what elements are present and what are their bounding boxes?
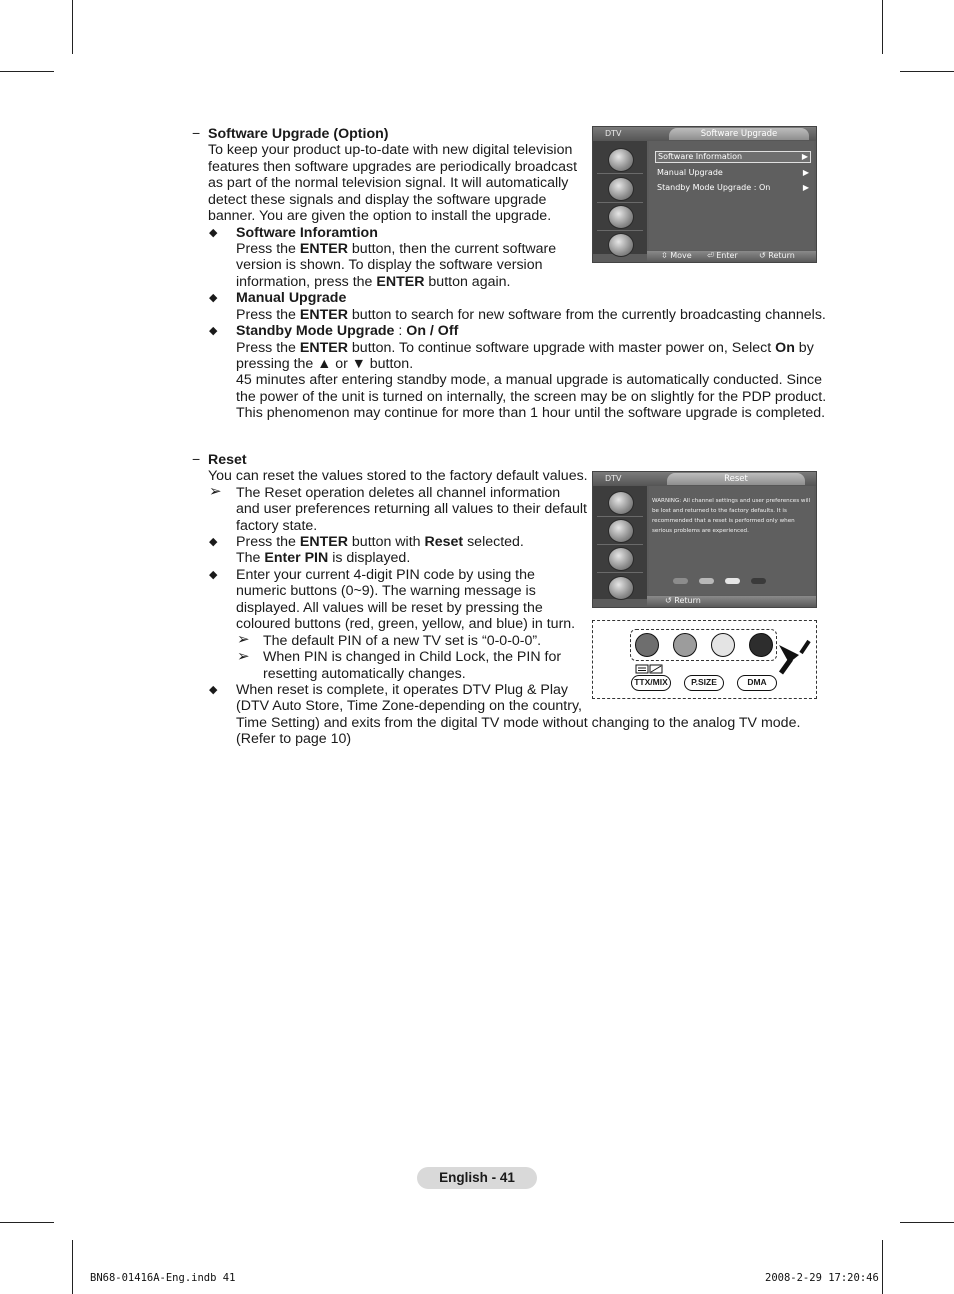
section-title-software-upgrade: Software Upgrade (Option) xyxy=(208,126,389,142)
pin-line: numeric buttons (0~9). The warning message is xyxy=(236,583,536,599)
setup-menu-icon xyxy=(608,205,634,229)
crop-mark xyxy=(0,71,54,72)
pin-change-note: resetting automatically changes. xyxy=(263,666,466,682)
red-button[interactable] xyxy=(635,633,659,657)
reset-note: The Reset operation deletes all channel information xyxy=(236,485,561,501)
standby-mode-title: Standby Mode Upgrade : On / Off xyxy=(236,323,459,339)
dash-bullet: − xyxy=(192,125,201,141)
enter-line: Press the ENTER button with Reset selected. xyxy=(236,534,524,550)
reset-note: and user preferences returning all values to their default xyxy=(236,501,587,517)
picture-menu-icon xyxy=(608,148,634,172)
menu-item-manual-upgrade[interactable]: Manual Upgrade ▶ xyxy=(657,168,809,177)
manual-upgrade-line: Press the ENTER button to search for new software from the currently broadcasting channels. xyxy=(236,307,826,323)
standby-line: pressing the ▲ or ▼ button. xyxy=(236,356,414,372)
dma-button[interactable]: DMA xyxy=(737,675,777,691)
enter-hint: ⏎ Enter xyxy=(707,251,738,260)
ttx-mix-button[interactable]: TTX/MIX xyxy=(631,675,671,691)
software-information-title: Software Inforamtion xyxy=(236,225,378,241)
color-indicator-blue xyxy=(751,578,766,584)
color-indicator-yellow xyxy=(725,578,740,584)
pointer-arrow-icon xyxy=(775,623,815,679)
return-icon: ↺ xyxy=(759,251,766,260)
note-arrow-icon: ➢ xyxy=(237,631,250,648)
setup-menu-icon xyxy=(608,547,634,571)
diamond-bullet: ◆ xyxy=(209,684,218,696)
enter-line: The Enter PIN is displayed. xyxy=(236,550,411,566)
remote-control-illustration xyxy=(592,620,817,699)
reset-warning-message: WARNING: All channel settings and user preferences will be lost and returned to the factory defaults. It is recommended that a reset is performed only when serious problems are experienced. xyxy=(652,498,811,534)
teletext-icon xyxy=(635,664,665,674)
menu-icon-column xyxy=(593,486,647,599)
standby-line: Press the ENTER button. To continue software upgrade with master power on, Select On by xyxy=(236,340,814,356)
menu-item-standby-mode-upgrade[interactable]: Standby Mode Upgrade : On ▶ xyxy=(657,183,809,192)
pin-change-note: When PIN is changed in Child Lock, the PIN for xyxy=(263,649,562,665)
arrow-right-icon: ▶ xyxy=(801,152,808,161)
info-line: version is shown. To display the software version xyxy=(236,257,543,273)
complete-line: (Refer to page 10) xyxy=(236,731,352,747)
input-menu-icon xyxy=(608,576,634,600)
menu-icon-column xyxy=(593,141,647,254)
diamond-bullet: ◆ xyxy=(209,227,218,239)
screen-title: Software Upgrade xyxy=(669,128,809,140)
standby-line: 45 minutes after entering standby mode, a manual upgrade is automatically conducted. Since xyxy=(236,372,822,388)
section-title-reset: Reset xyxy=(208,452,247,468)
diamond-bullet: ◆ xyxy=(209,536,218,548)
dash-bullet: − xyxy=(192,451,201,467)
menu-item-software-information[interactable]: Software Information ▶ xyxy=(655,151,811,163)
arrow-right-icon: ▶ xyxy=(802,168,809,177)
picture-menu-icon xyxy=(608,491,634,515)
crop-mark xyxy=(882,1240,883,1294)
source-label: DTV xyxy=(605,474,622,483)
diamond-bullet: ◆ xyxy=(209,292,218,304)
yellow-button[interactable] xyxy=(711,633,735,657)
reset-screen xyxy=(592,471,817,608)
info-line: information, press the ENTER button again. xyxy=(236,274,511,290)
input-menu-icon xyxy=(608,233,634,257)
screen-title: Reset xyxy=(667,473,805,485)
page-number-badge: English - 41 xyxy=(417,1167,537,1189)
note-arrow-icon: ➢ xyxy=(209,483,222,500)
move-hint: ⇳ Move xyxy=(661,251,692,260)
default-pin-note: The default PIN of a new TV set is “0-0-0-0”. xyxy=(263,633,542,649)
color-indicator-red xyxy=(673,578,688,584)
green-button[interactable] xyxy=(673,633,697,657)
return-icon: ↺ xyxy=(665,596,672,605)
software-upgrade-screen xyxy=(592,126,817,263)
reset-intro: You can reset the values stored to the factory default values. xyxy=(208,468,588,484)
up-down-icon: ⇳ xyxy=(661,251,668,260)
p-size-button[interactable]: P.SIZE xyxy=(684,675,724,691)
crop-mark xyxy=(0,1222,54,1223)
source-label: DTV xyxy=(605,129,622,138)
pin-line: coloured buttons (red, green, yellow, and blue) in turn. xyxy=(236,616,576,632)
blue-button[interactable] xyxy=(749,633,773,657)
return-hint: ↺ Return xyxy=(665,596,701,605)
complete-line: Time Setting) and exits from the digital TV mode without changing to the analog TV mode. xyxy=(236,715,801,731)
complete-line: When reset is complete, it operates DTV Plug & Play xyxy=(236,682,568,698)
standby-line: the power of the unit is turned on internally, the screen may be on slightly for the PDP product. xyxy=(236,389,827,405)
sound-menu-icon xyxy=(608,519,634,543)
complete-line: (DTV Auto Store, Time Zone-depending on the country, xyxy=(236,698,582,714)
arrow-right-icon: ▶ xyxy=(802,183,809,192)
info-line: Press the ENTER button, then the current software xyxy=(236,241,557,257)
crop-mark xyxy=(72,0,73,54)
crop-mark xyxy=(900,1222,954,1223)
diamond-bullet: ◆ xyxy=(209,569,218,581)
pin-line: Enter your current 4-digit PIN code by using the xyxy=(236,567,535,583)
sound-menu-icon xyxy=(608,177,634,201)
print-slug-file: BN68-01416A-Eng.indb 41 xyxy=(90,1272,236,1284)
return-hint: ↺ Return xyxy=(759,251,795,260)
reset-note: factory state. xyxy=(236,518,318,534)
pin-line: displayed. All values will be reset by pressing the xyxy=(236,600,543,616)
color-indicator-green xyxy=(699,578,714,584)
teletext-icons xyxy=(635,661,665,671)
crop-mark xyxy=(882,0,883,54)
crop-mark xyxy=(72,1240,73,1294)
enter-icon: ⏎ xyxy=(707,251,714,260)
print-slug-timestamp: 2008-2-29 17:20:46 xyxy=(765,1272,879,1284)
crop-mark xyxy=(900,71,954,72)
diamond-bullet: ◆ xyxy=(209,325,218,337)
standby-line: This phenomenon may continue for more than 1 hour until the software upgrade is completed. xyxy=(236,405,826,421)
note-arrow-icon: ➢ xyxy=(237,648,250,665)
manual-upgrade-title: Manual Upgrade xyxy=(236,290,347,306)
